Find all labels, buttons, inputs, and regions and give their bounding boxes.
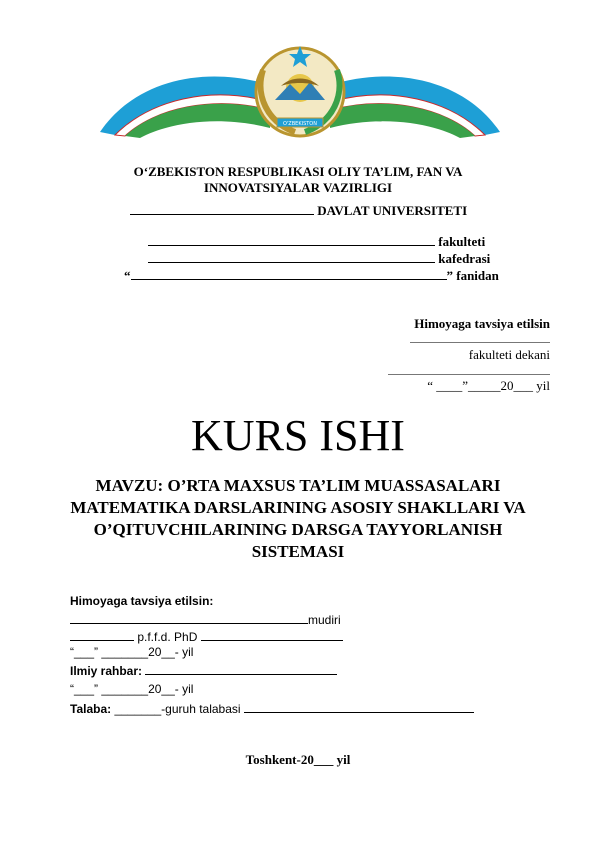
phd-blank-left	[70, 628, 134, 641]
topic-line-4: SISTEMASI	[251, 542, 345, 561]
supervisor-label: Ilmiy rahbar:	[70, 664, 143, 678]
faculty-line	[148, 233, 485, 250]
svg-text:O'ZBEKISTON: O'ZBEKISTON	[283, 121, 317, 127]
head-suffix: mudiri	[308, 613, 341, 627]
date-line-1: “___” _______20__- yil	[70, 645, 194, 659]
phd-line	[70, 628, 343, 644]
student-line	[70, 700, 474, 716]
department-line	[148, 250, 490, 267]
state-emblem	[95, 40, 505, 140]
date-line-2: “___” _______20__- yil	[70, 682, 194, 696]
topic-line-1: MAVZU: O’RTA MAXSUS TA’LIM MUASSASALARI	[95, 476, 501, 495]
dean-signature-line	[388, 374, 550, 375]
student-text: _______-guruh talabasi	[111, 702, 244, 716]
topic-line-3: O’QITUVCHILARINING DARSGA TAYYORLANISH	[93, 520, 503, 539]
subject-suffix: ” fanidan	[446, 268, 499, 283]
ministry-line-1: O‘ZBEKISTON RESPUBLIKASI OLIY TA’LIM, FAN VA	[133, 164, 463, 179]
department-blank	[148, 250, 435, 263]
approval-heading: Himoyaga tavsiya etilsin	[414, 316, 550, 331]
faculty-blank	[148, 233, 435, 246]
supervisor-blank	[145, 662, 337, 675]
subject-line	[124, 267, 499, 284]
supervisor-line	[70, 662, 337, 678]
faculty-suffix: fakulteti	[435, 234, 486, 249]
recommend-label: Himoyaga tavsiya etilsin:	[70, 594, 214, 608]
document-title: KURS ISHI	[191, 411, 405, 460]
subject-prefix: “	[124, 268, 131, 283]
head-blank	[70, 611, 308, 624]
department-suffix: kafedrasi	[435, 251, 491, 266]
subject-blank	[131, 267, 447, 280]
ministry-heading	[60, 164, 536, 196]
university-suffix: DAVLAT UNIVERSITETI	[314, 203, 468, 218]
ministry-line-2: INNOVATSIYALAR VAZIRLIGI	[203, 180, 393, 195]
phd-blank-right	[201, 628, 343, 641]
head-line	[70, 611, 341, 627]
approval-signature-line	[410, 342, 550, 343]
topic-block	[60, 475, 536, 563]
footer-city-year: Toshkent-20___ yil	[245, 752, 351, 767]
student-blank	[244, 700, 474, 713]
uzbekistan-state-emblem-icon	[95, 40, 505, 140]
university-blank	[130, 202, 314, 215]
student-label: Talaba:	[70, 702, 112, 716]
dean-label: fakulteti dekani	[468, 347, 550, 362]
topic-line-2: MATEMATIKA DARSLARINING ASOSIY SHAKLLARI VA	[70, 498, 526, 517]
approval-date: “ ____”_____20___ yil	[427, 378, 550, 393]
phd-text: p.f.f.d. PhD	[134, 630, 201, 644]
university-line	[130, 202, 467, 219]
